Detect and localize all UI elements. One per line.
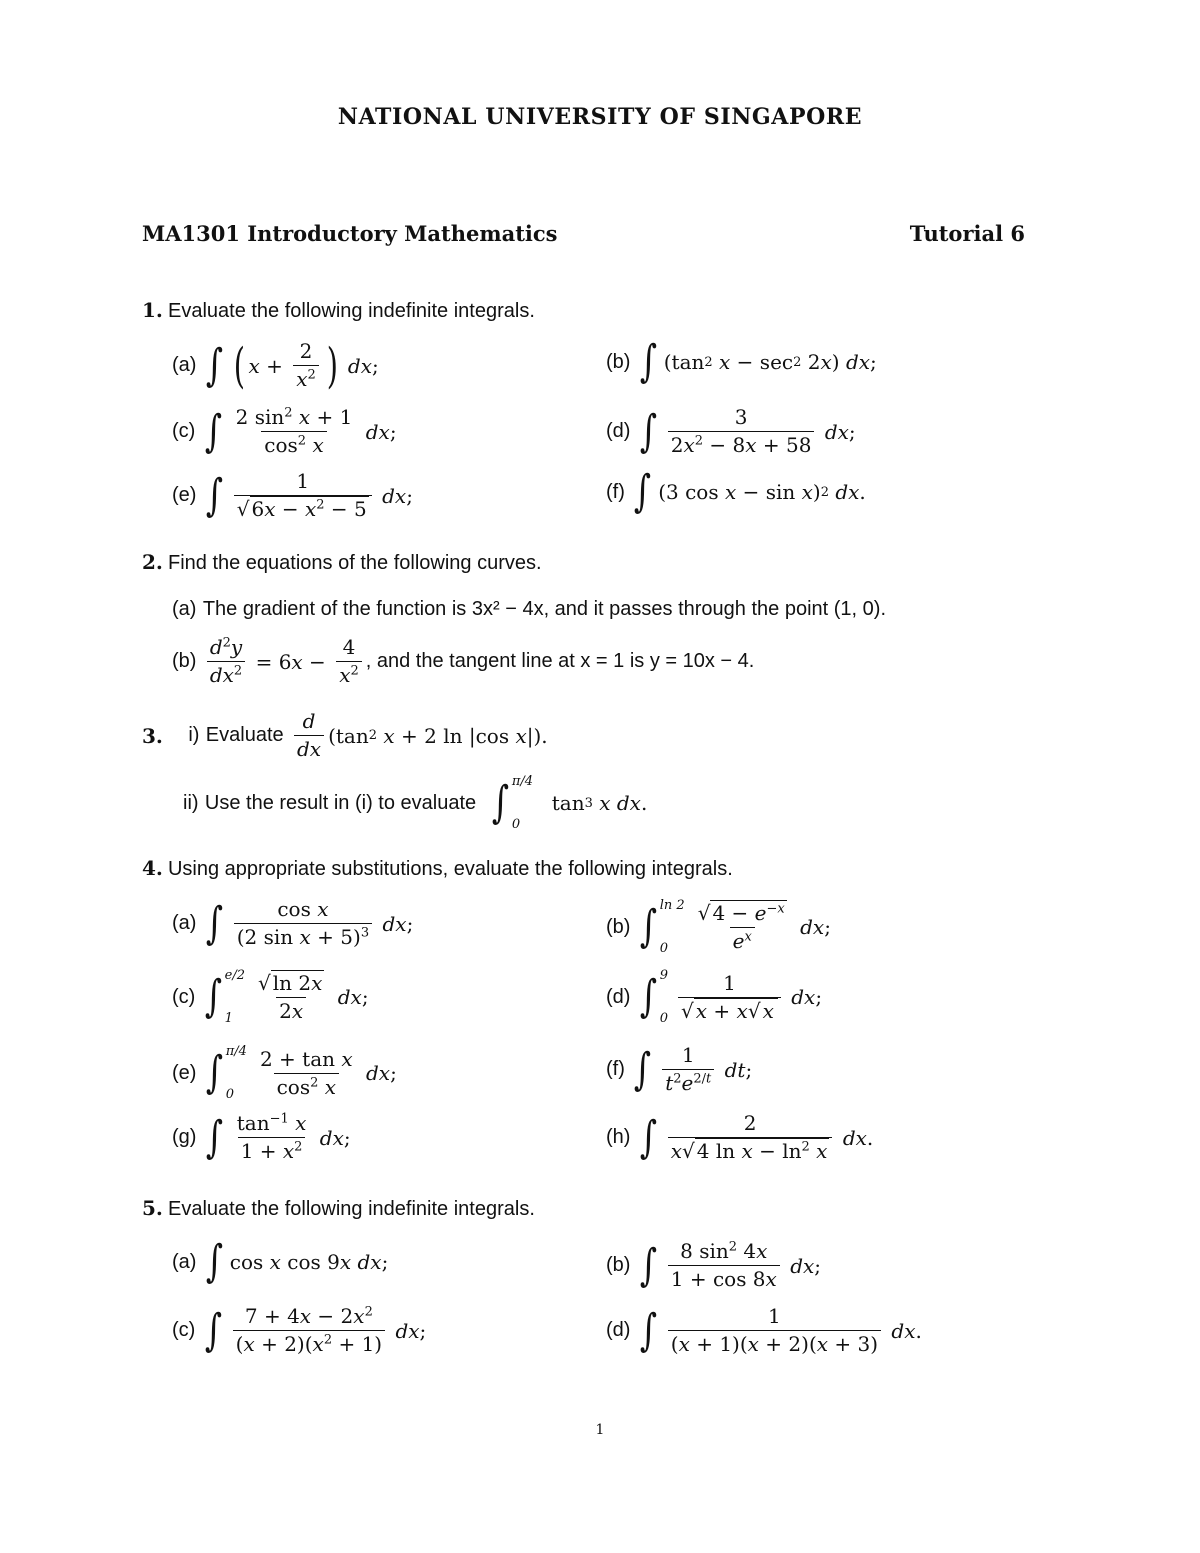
part-label: (b) xyxy=(606,350,631,373)
integral-sign: ∫ xyxy=(204,405,222,457)
q3i-text: Evaluate xyxy=(205,724,284,746)
integral-sign: ∫ xyxy=(205,1236,223,1287)
q5a: (a) ∫ cos x cos 9 x dx ; xyxy=(172,1236,389,1287)
q1e: (e) ∫ 1 √ $6x - x^2 - 5$ dx ; xyxy=(172,469,413,521)
q1c: (c) ∫ 2 $\sin^2 x + 1$ $\cos^2 x$ dx ; xyxy=(172,405,397,457)
question-2-heading xyxy=(142,550,542,575)
part-label: (c) xyxy=(172,985,196,1008)
part-label: (d) xyxy=(606,420,631,442)
q2a xyxy=(172,596,886,621)
q1f: (f) ∫ (3 cos x − sin x ) 2 dx . xyxy=(606,466,866,517)
question-number: 2. xyxy=(142,550,163,574)
q4d: (d) ∫ 9 0 1 √ x + x√ x dx ; xyxy=(606,968,823,1026)
q4c: (c) ∫ e/2 1 √ ln 2x 2x dx ; xyxy=(172,968,369,1026)
part-label: (c) xyxy=(172,420,196,442)
q2b: (b) $d^2y$ $dx^2$ = 6 x − 4 $x^2$ , and the tangent line at x = 1 is y = 10x − 4. xyxy=(172,635,755,687)
question-4-heading xyxy=(142,856,733,881)
part-label: (a) xyxy=(172,354,197,376)
question-number: 5. xyxy=(142,1196,163,1220)
integral-sign: ∫ xyxy=(634,1043,652,1095)
integral-sign: ∫ xyxy=(205,1111,223,1163)
q5d: (d) ∫ 1 (x + 1)(x + 2)(x + 3) dx . xyxy=(606,1304,922,1356)
q3ii: ii) Use the result in (i) to evaluate ∫ π/4 0 tan 3 x dx . xyxy=(183,774,648,832)
integral-sign: ∫ xyxy=(205,339,223,391)
part-label: (d) xyxy=(606,985,631,1008)
question-text: Evaluate the following indefinite integrals. xyxy=(167,300,535,322)
integral-sign: ∫ xyxy=(634,466,652,517)
q1b: (b) ∫ (tan 2 x − sec 2 2 x ) dx ; xyxy=(606,336,877,387)
integral-sign: ∫ xyxy=(205,897,223,949)
q4b: (b) ∫ ln 2 0 √ $4 - e^{-x}$ $e^x$ dx ; xyxy=(606,898,831,956)
integral-sign: ∫ xyxy=(205,469,223,521)
part-label: (c) xyxy=(172,1319,196,1341)
question-number: 3. xyxy=(142,723,163,748)
course-title: MA1301 Introductory Mathematics xyxy=(142,221,558,246)
part-label: (b) xyxy=(606,1254,631,1276)
part-label: (a) xyxy=(172,912,197,934)
question-number: 4. xyxy=(142,856,163,880)
integral-sign: ∫ xyxy=(204,971,222,1022)
q4f: (f) ∫ 1 $t^2e^{2/t}$ dt ; xyxy=(606,1043,753,1095)
integral-sign: ∫ xyxy=(639,971,657,1022)
q5b: (b) ∫ 8 $\sin^2 4x$ 1 + cos 8x dx ; xyxy=(606,1239,822,1291)
part-label: ii) xyxy=(183,791,199,814)
integral-sign: ∫ xyxy=(204,1304,222,1356)
part-label: (b) xyxy=(172,650,197,672)
part-label: (b) xyxy=(606,915,631,938)
part-label: (h) xyxy=(606,1126,631,1148)
q1d: (d) ∫ 3 $2x^2 - 8x + 58$ dx ; xyxy=(606,405,856,457)
page-number: 1 xyxy=(595,1422,605,1438)
university-title: NATIONAL UNIVERSITY OF SINGAPORE xyxy=(337,104,863,130)
q2a-text: The gradient of the function is 3x² − 4x, and it passes through the point (1, 0). xyxy=(202,598,886,620)
q4a: (a) ∫ cos x (2 sin x + 5)$^3$ dx ; xyxy=(172,897,414,949)
question-text: Evaluate the following indefinite integrals. xyxy=(167,1198,535,1220)
tutorial-number: Tutorial 6 xyxy=(909,221,1025,246)
q4e: (e) ∫ π/4 0 2 + tan x $\cos^2 x$ dx ; xyxy=(172,1044,397,1102)
part-label: (a) xyxy=(172,1250,197,1273)
q3i: 3. i) Evaluate d dx (tan 2 x + 2 ln |cos x |). xyxy=(142,709,548,761)
integral-sign: ∫ xyxy=(639,1304,657,1356)
q4g: (g) ∫ $\tan^{-1} x$ $1 + x^2$ dx ; xyxy=(172,1111,351,1163)
question-text: Find the equations of the following curves. xyxy=(167,552,542,574)
question-1-heading xyxy=(142,298,535,323)
q4h: (h) ∫ 2 x√ 4 $\ln x - \ln^2 x$ dx . xyxy=(606,1111,874,1163)
part-label: (f) xyxy=(606,480,625,503)
part-label: (e) xyxy=(172,484,197,506)
part-label: (d) xyxy=(606,1319,631,1341)
integral-sign: ∫ xyxy=(639,901,657,952)
integral-sign: ∫ xyxy=(639,405,657,457)
question-number: 1. xyxy=(142,298,163,322)
part-label: (f) xyxy=(606,1058,625,1080)
part-label: (g) xyxy=(172,1126,197,1148)
integral-sign: ∫ xyxy=(639,1239,657,1291)
q3ii-text: Use the result in (i) to evaluate xyxy=(204,791,477,814)
integral-sign: ∫ xyxy=(205,1047,223,1098)
integral-sign: ∫ xyxy=(639,336,657,387)
integral-sign: ∫ xyxy=(639,1111,657,1163)
question-5-heading xyxy=(142,1196,535,1221)
part-label: i) xyxy=(188,724,200,746)
question-text: Using appropriate substitutions, evaluate the following integrals. xyxy=(167,858,733,880)
part-label: (e) xyxy=(172,1061,197,1084)
q2b-text: , and the tangent line at x = 1 is y = 10x − 4. xyxy=(365,650,755,672)
q1a: (a) ∫ ( x + 2 $x^2$ ) dx ; xyxy=(172,337,379,394)
integral-sign: ∫ xyxy=(491,777,509,828)
part-label: (a) xyxy=(172,598,197,620)
q5c: (c) ∫ $7 + 4x - 2x^2$ $(x + 2)(x^2 + 1)$ dx ; xyxy=(172,1304,427,1356)
